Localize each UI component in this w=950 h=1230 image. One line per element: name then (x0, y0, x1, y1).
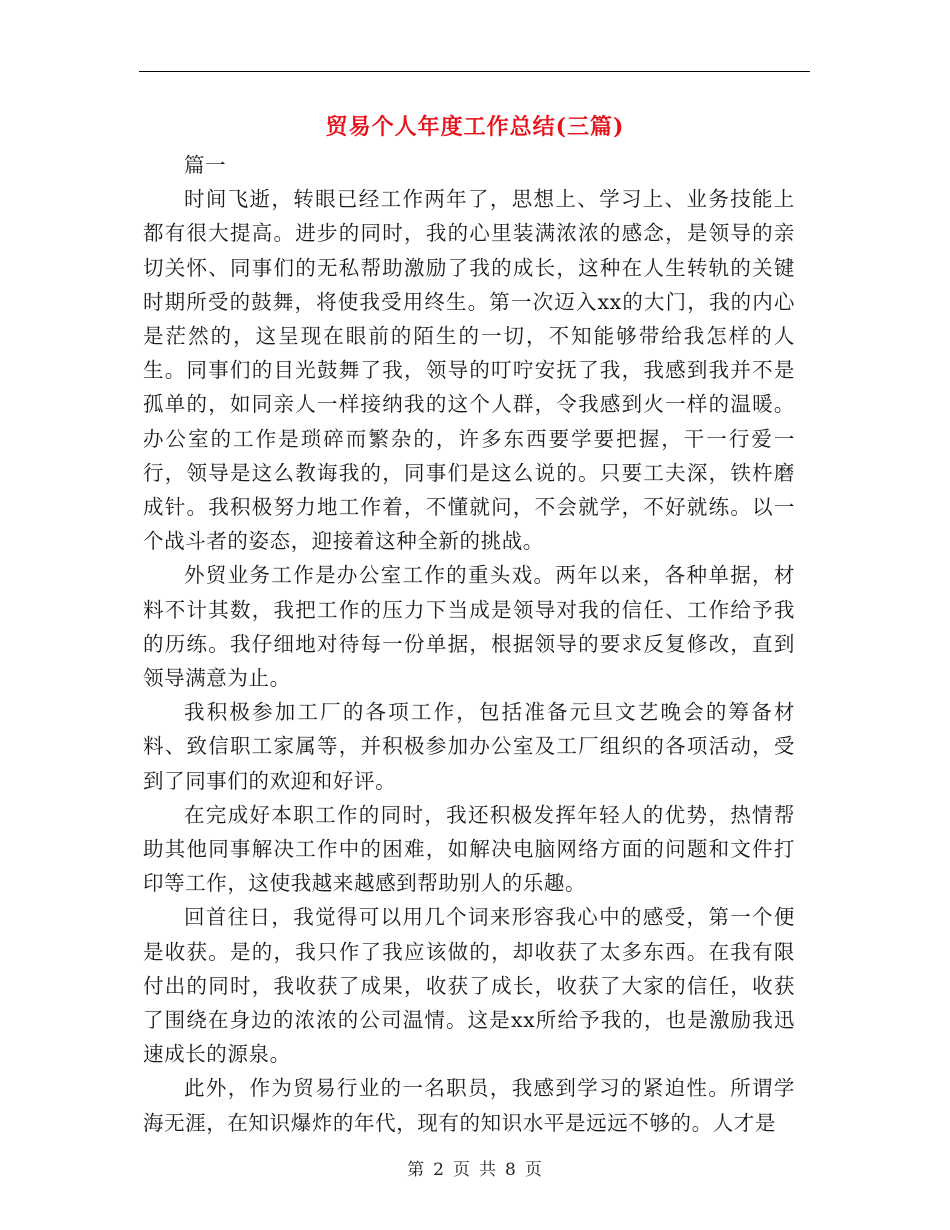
footer-total-prefix: 共 (479, 1160, 497, 1180)
paragraph: 在完成好本职工作的同时，我还积极发挥年轻人的优势，热情帮助其他同事解决工作中的困难，如解决电脑网络方面的问题和文件打印等工作，这使我越来越感到帮助别人的乐趣。 (143, 802, 795, 896)
footer-page-prefix: 第 (407, 1160, 426, 1180)
paragraph: 回首往日，我觉得可以用几个词来形容我心中的感受，第一个便是收获。是的，我只作了我应该做的，却收获了太多东西。在我有限付出的同时，我收获了成果，收获了成长，收获了大家的信任，收获了围绕在身边的浓浓的公司温情。这是xx所给予我的，也是激励我迅速成长的源泉。 (143, 905, 795, 1067)
footer-current-page: 2 (433, 1160, 445, 1180)
page-footer (0, 1155, 950, 1180)
section-label: 篇一 (184, 153, 227, 177)
paragraph: 时间飞逝，转眼已经工作两年了，思想上、学习上、业务技能上都有很大提高。进步的同时，我的心里装满浓浓的感念，是领导的亲切关怀、同事们的无私帮助激励了我的成长，这种在人生转轨的关键时期所受的鼓舞，将使我受用终生。第一次迈入xx的大门，我的内心是茫然的，这呈现在眼前的陌生的一切，不知能够带给我怎样的人生。同事们的目光鼓舞了我，领导的叮咛安抚了我，我感到我并不是孤单的，如同亲人一样接纳我的这个人群，令我感到火一样的温暖。办公室的工作是琐碎而繁杂的，许多东西要学要把握，干一行爱一行，领导是这么教诲我的，同事们是这么说的。只要工夫深，铁杵磨成针。我积极努力地工作着，不懂就问，不会就学，不好就练。以一个战斗者的姿态，迎接着这种全新的挑战。 (143, 187, 795, 554)
document-title: 贸易个人年度工作总结(三篇) (325, 114, 625, 140)
paragraph: 此外，作为贸易行业的一名职员，我感到学习的紧迫性。所谓学海无涯，在知识爆炸的年代，现有的知识水平是远远不够的。人才是 (143, 1076, 795, 1135)
footer-page-suffix: 页 (524, 1160, 543, 1180)
paragraph: 外贸业务工作是办公室工作的重头戏。两年以来，各种单据，材料不计其数，我把工作的压力下当成是领导对我的信任、工作给予我的历练。我仔细地对待每一份单据，根据领导的要求反复修改，直到领导满意为止。 (143, 563, 795, 691)
header-rule (139, 71, 810, 72)
document-body (143, 148, 795, 1140)
footer-total-pages: 8 (505, 1160, 517, 1180)
paragraph: 我积极参加工厂的各项工作，包括准备元旦文艺晚会的筹备材料、致信职工家属等，并积极参加办公室及工厂组织的各项活动，受到了同事们的欢迎和好评。 (143, 700, 795, 793)
footer-page-word: 页 (453, 1160, 471, 1180)
